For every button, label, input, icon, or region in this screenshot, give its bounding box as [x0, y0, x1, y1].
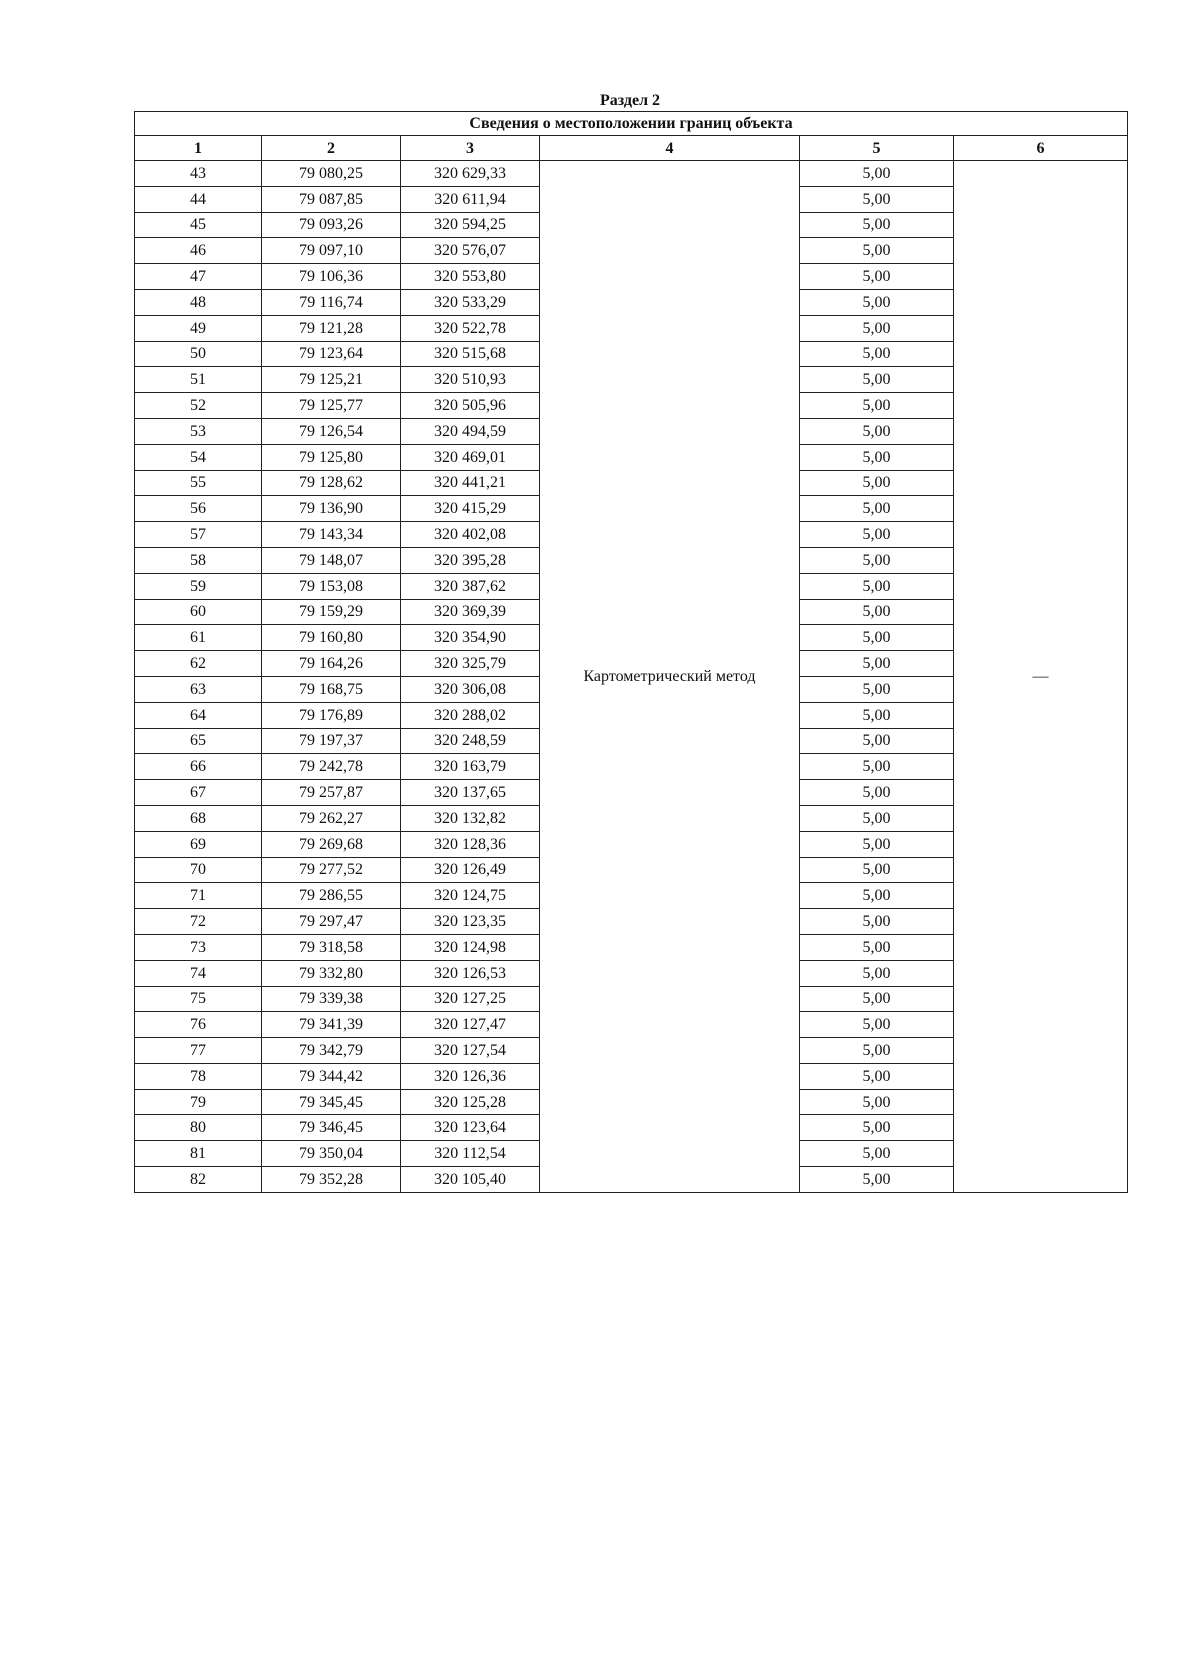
point-number-cell: 54 [135, 444, 262, 470]
accuracy-cell: 5,00 [800, 341, 954, 367]
y-coordinate-cell: 320 515,68 [401, 341, 540, 367]
column-number-row [135, 136, 1128, 161]
y-coordinate-cell: 320 248,59 [401, 728, 540, 754]
accuracy-cell: 5,00 [800, 805, 954, 831]
y-coordinate-cell: 320 105,40 [401, 1167, 540, 1193]
method-cell: Картометрический метод [540, 161, 800, 1193]
y-coordinate-cell: 320 611,94 [401, 186, 540, 212]
x-coordinate-cell: 79 345,45 [262, 1089, 401, 1115]
y-coordinate-cell: 320 127,47 [401, 1012, 540, 1038]
x-coordinate-cell: 79 342,79 [262, 1038, 401, 1064]
point-number-cell: 66 [135, 754, 262, 780]
y-coordinate-cell: 320 533,29 [401, 289, 540, 315]
y-coordinate-cell: 320 553,80 [401, 264, 540, 290]
y-coordinate-cell: 320 387,62 [401, 573, 540, 599]
point-number-cell: 77 [135, 1038, 262, 1064]
y-coordinate-cell: 320 288,02 [401, 702, 540, 728]
accuracy-cell: 5,00 [800, 522, 954, 548]
section-title: Раздел 2 [599, 92, 661, 109]
x-coordinate-cell: 79 148,07 [262, 547, 401, 573]
point-number-cell: 67 [135, 780, 262, 806]
y-coordinate-cell: 320 125,28 [401, 1089, 540, 1115]
accuracy-cell: 5,00 [800, 264, 954, 290]
accuracy-cell: 5,00 [800, 418, 954, 444]
y-coordinate-cell: 320 123,35 [401, 909, 540, 935]
y-coordinate-cell: 320 354,90 [401, 625, 540, 651]
point-number-cell: 79 [135, 1089, 262, 1115]
x-coordinate-cell: 79 121,28 [262, 315, 401, 341]
accuracy-cell: 5,00 [800, 934, 954, 960]
accuracy-cell: 5,00 [800, 676, 954, 702]
y-coordinate-cell: 320 522,78 [401, 315, 540, 341]
y-coordinate-cell: 320 441,21 [401, 470, 540, 496]
column-header-6: 6 [954, 136, 1128, 161]
accuracy-cell: 5,00 [800, 702, 954, 728]
x-coordinate-cell: 79 126,54 [262, 418, 401, 444]
point-number-cell: 81 [135, 1141, 262, 1167]
y-coordinate-cell: 320 128,36 [401, 831, 540, 857]
point-number-cell: 49 [135, 315, 262, 341]
x-coordinate-cell: 79 093,26 [262, 212, 401, 238]
point-number-cell: 51 [135, 367, 262, 393]
accuracy-cell: 5,00 [800, 728, 954, 754]
y-coordinate-cell: 320 469,01 [401, 444, 540, 470]
x-coordinate-cell: 79 164,26 [262, 651, 401, 677]
point-number-cell: 80 [135, 1115, 262, 1141]
accuracy-cell: 5,00 [800, 470, 954, 496]
y-coordinate-cell: 320 137,65 [401, 780, 540, 806]
y-coordinate-cell: 320 126,53 [401, 960, 540, 986]
point-number-cell: 48 [135, 289, 262, 315]
x-coordinate-cell: 79 097,10 [262, 238, 401, 264]
x-coordinate-cell: 79 125,21 [262, 367, 401, 393]
y-coordinate-cell: 320 629,33 [401, 161, 540, 187]
accuracy-cell: 5,00 [800, 367, 954, 393]
y-coordinate-cell: 320 576,07 [401, 238, 540, 264]
y-coordinate-cell: 320 415,29 [401, 496, 540, 522]
y-coordinate-cell: 320 127,25 [401, 986, 540, 1012]
point-number-cell: 61 [135, 625, 262, 651]
x-coordinate-cell: 79 341,39 [262, 1012, 401, 1038]
y-coordinate-cell: 320 124,75 [401, 883, 540, 909]
point-number-cell: 58 [135, 547, 262, 573]
y-coordinate-cell: 320 369,39 [401, 599, 540, 625]
accuracy-cell: 5,00 [800, 393, 954, 419]
point-number-cell: 75 [135, 986, 262, 1012]
point-number-cell: 53 [135, 418, 262, 444]
y-coordinate-cell: 320 163,79 [401, 754, 540, 780]
column-header-5: 5 [800, 136, 954, 161]
y-coordinate-cell: 320 112,54 [401, 1141, 540, 1167]
accuracy-cell: 5,00 [800, 857, 954, 883]
point-number-cell: 78 [135, 1063, 262, 1089]
y-coordinate-cell: 320 126,49 [401, 857, 540, 883]
accuracy-cell: 5,00 [800, 1167, 954, 1193]
x-coordinate-cell: 79 159,29 [262, 599, 401, 625]
column-6-cell: — [954, 161, 1128, 1193]
point-number-cell: 73 [135, 934, 262, 960]
x-coordinate-cell: 79 297,47 [262, 909, 401, 935]
x-coordinate-cell: 79 344,42 [262, 1063, 401, 1089]
x-coordinate-cell: 79 143,34 [262, 522, 401, 548]
y-coordinate-cell: 320 306,08 [401, 676, 540, 702]
accuracy-cell: 5,00 [800, 831, 954, 857]
accuracy-cell: 5,00 [800, 212, 954, 238]
point-number-cell: 60 [135, 599, 262, 625]
point-number-cell: 43 [135, 161, 262, 187]
point-number-cell: 64 [135, 702, 262, 728]
x-coordinate-cell: 79 286,55 [262, 883, 401, 909]
accuracy-cell: 5,00 [800, 1115, 954, 1141]
point-number-cell: 45 [135, 212, 262, 238]
x-coordinate-cell: 79 128,62 [262, 470, 401, 496]
y-coordinate-cell: 320 494,59 [401, 418, 540, 444]
accuracy-cell: 5,00 [800, 289, 954, 315]
point-number-cell: 65 [135, 728, 262, 754]
x-coordinate-cell: 79 168,75 [262, 676, 401, 702]
x-coordinate-cell: 79 116,74 [262, 289, 401, 315]
accuracy-cell: 5,00 [800, 444, 954, 470]
accuracy-cell: 5,00 [800, 186, 954, 212]
accuracy-cell: 5,00 [800, 1141, 954, 1167]
accuracy-cell: 5,00 [800, 1012, 954, 1038]
point-number-cell: 63 [135, 676, 262, 702]
point-number-cell: 76 [135, 1012, 262, 1038]
point-number-cell: 47 [135, 264, 262, 290]
x-coordinate-cell: 79 346,45 [262, 1115, 401, 1141]
accuracy-cell: 5,00 [800, 780, 954, 806]
point-number-cell: 52 [135, 393, 262, 419]
x-coordinate-cell: 79 352,28 [262, 1167, 401, 1193]
x-coordinate-cell: 79 350,04 [262, 1141, 401, 1167]
y-coordinate-cell: 320 126,36 [401, 1063, 540, 1089]
x-coordinate-cell: 79 106,36 [262, 264, 401, 290]
accuracy-cell: 5,00 [800, 1063, 954, 1089]
accuracy-cell: 5,00 [800, 238, 954, 264]
point-number-cell: 82 [135, 1167, 262, 1193]
y-coordinate-cell: 320 123,64 [401, 1115, 540, 1141]
x-coordinate-cell: 79 176,89 [262, 702, 401, 728]
y-coordinate-cell: 320 594,25 [401, 212, 540, 238]
accuracy-cell: 5,00 [800, 986, 954, 1012]
point-number-cell: 68 [135, 805, 262, 831]
y-coordinate-cell: 320 127,54 [401, 1038, 540, 1064]
x-coordinate-cell: 79 242,78 [262, 754, 401, 780]
x-coordinate-cell: 79 080,25 [262, 161, 401, 187]
point-number-cell: 56 [135, 496, 262, 522]
point-number-cell: 44 [135, 186, 262, 212]
point-number-cell: 46 [135, 238, 262, 264]
point-number-cell: 74 [135, 960, 262, 986]
x-coordinate-cell: 79 123,64 [262, 341, 401, 367]
y-coordinate-cell: 320 505,96 [401, 393, 540, 419]
y-coordinate-cell: 320 325,79 [401, 651, 540, 677]
accuracy-cell: 5,00 [800, 909, 954, 935]
table-caption: Сведения о местоположении границ объекта [135, 112, 1128, 136]
column-header-4: 4 [540, 136, 800, 161]
accuracy-cell: 5,00 [800, 496, 954, 522]
column-header-2: 2 [262, 136, 401, 161]
x-coordinate-cell: 79 318,58 [262, 934, 401, 960]
accuracy-cell: 5,00 [800, 315, 954, 341]
x-coordinate-cell: 79 277,52 [262, 857, 401, 883]
x-coordinate-cell: 79 087,85 [262, 186, 401, 212]
accuracy-cell: 5,00 [800, 754, 954, 780]
x-coordinate-cell: 79 257,87 [262, 780, 401, 806]
x-coordinate-cell: 79 160,80 [262, 625, 401, 651]
point-number-cell: 59 [135, 573, 262, 599]
x-coordinate-cell: 79 153,08 [262, 573, 401, 599]
x-coordinate-cell: 79 197,37 [262, 728, 401, 754]
point-number-cell: 55 [135, 470, 262, 496]
x-coordinate-cell: 79 332,80 [262, 960, 401, 986]
x-coordinate-cell: 79 125,77 [262, 393, 401, 419]
accuracy-cell: 5,00 [800, 960, 954, 986]
y-coordinate-cell: 320 124,98 [401, 934, 540, 960]
y-coordinate-cell: 320 132,82 [401, 805, 540, 831]
point-number-cell: 50 [135, 341, 262, 367]
point-number-cell: 69 [135, 831, 262, 857]
point-number-cell: 62 [135, 651, 262, 677]
table-body [135, 161, 1128, 1193]
y-coordinate-cell: 320 395,28 [401, 547, 540, 573]
accuracy-cell: 5,00 [800, 599, 954, 625]
x-coordinate-cell: 79 125,80 [262, 444, 401, 470]
x-coordinate-cell: 79 136,90 [262, 496, 401, 522]
accuracy-cell: 5,00 [800, 547, 954, 573]
point-number-cell: 71 [135, 883, 262, 909]
column-header-1: 1 [135, 136, 262, 161]
accuracy-cell: 5,00 [800, 1089, 954, 1115]
x-coordinate-cell: 79 269,68 [262, 831, 401, 857]
accuracy-cell: 5,00 [800, 573, 954, 599]
accuracy-cell: 5,00 [800, 883, 954, 909]
point-number-cell: 57 [135, 522, 262, 548]
boundary-coordinates-table [134, 111, 1128, 1193]
accuracy-cell: 5,00 [800, 1038, 954, 1064]
accuracy-cell: 5,00 [800, 161, 954, 187]
point-number-cell: 72 [135, 909, 262, 935]
y-coordinate-cell: 320 510,93 [401, 367, 540, 393]
x-coordinate-cell: 79 339,38 [262, 986, 401, 1012]
x-coordinate-cell: 79 262,27 [262, 805, 401, 831]
table-row [135, 161, 1128, 187]
y-coordinate-cell: 320 402,08 [401, 522, 540, 548]
point-number-cell: 70 [135, 857, 262, 883]
column-header-3: 3 [401, 136, 540, 161]
accuracy-cell: 5,00 [800, 651, 954, 677]
accuracy-cell: 5,00 [800, 625, 954, 651]
